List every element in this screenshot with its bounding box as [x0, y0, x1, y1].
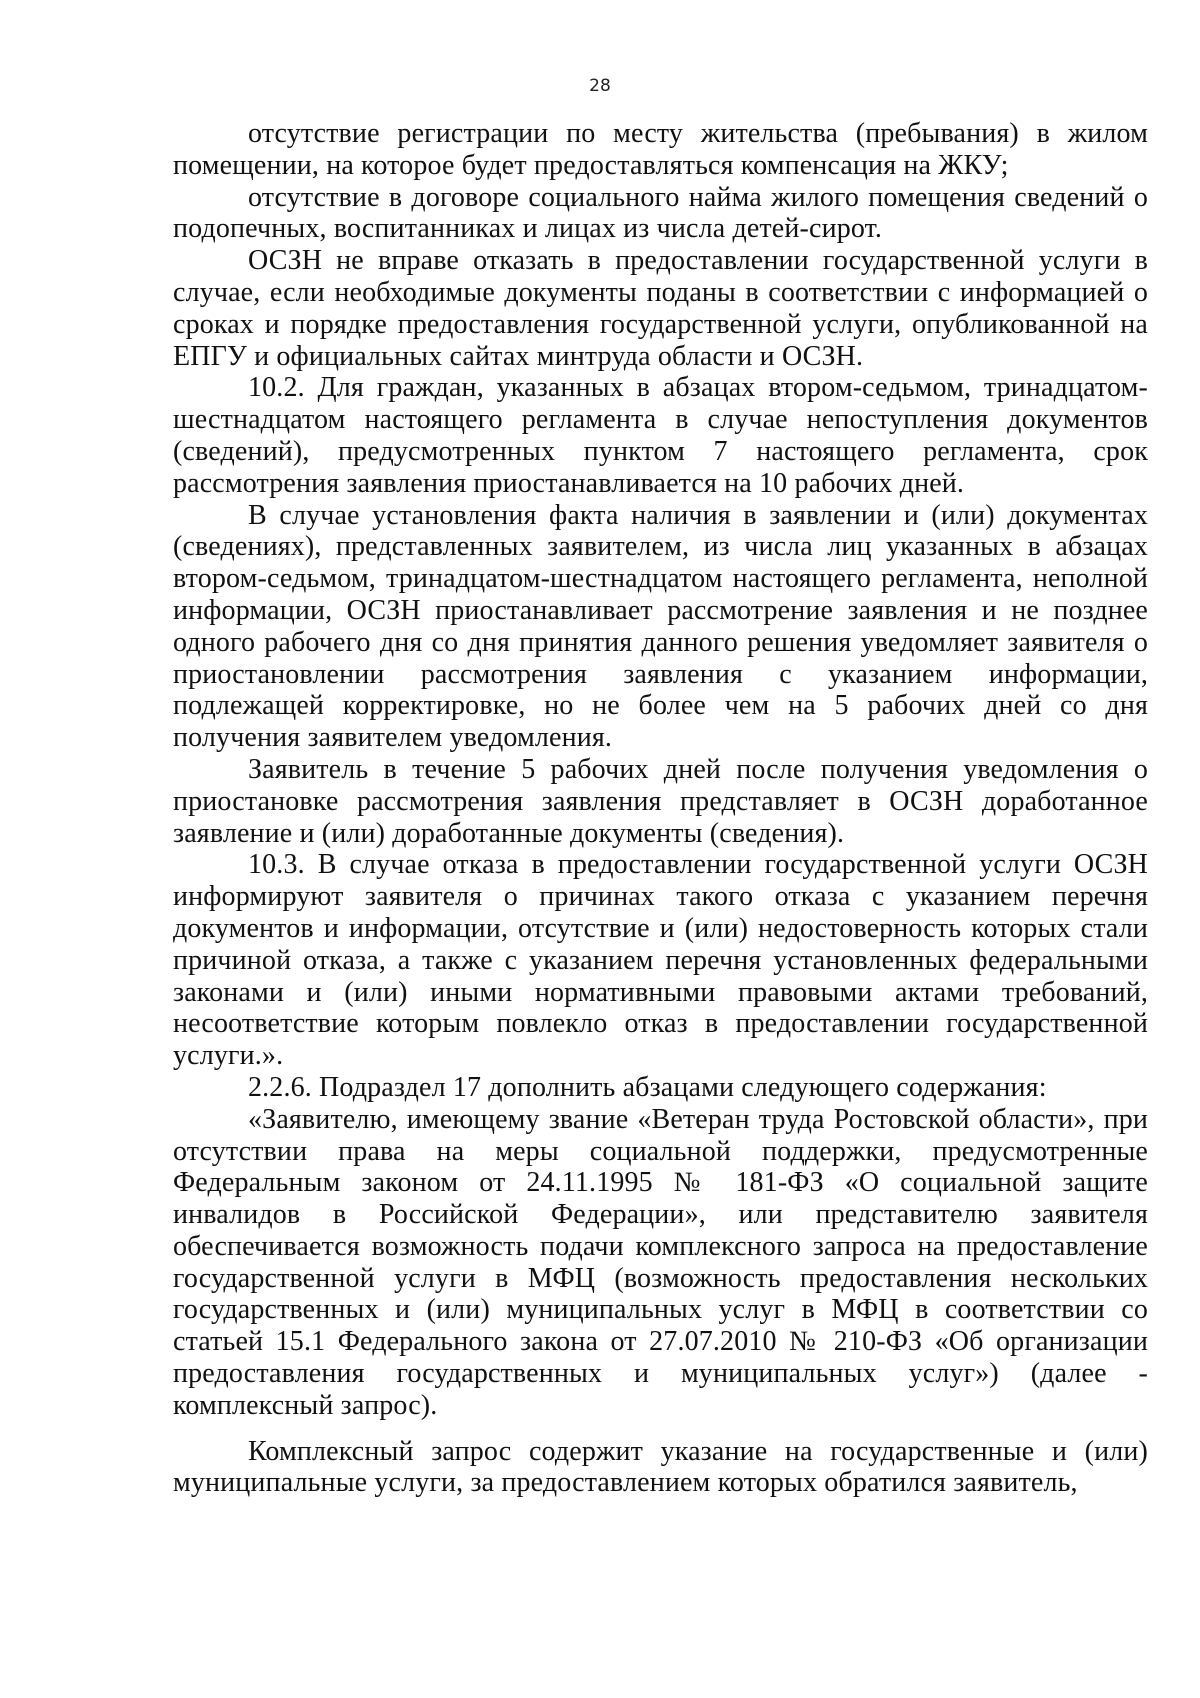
- paragraph-no-registration: отсутствие регистрации по месту жительства (пребывания) в жилом помещении, на которое будет предоставляться компенсация на ЖКУ;: [173, 118, 1148, 181]
- paragraph-2-2-6: 2.2.6. Подраздел 17 дополнить абзацами следующего содержания:: [248, 1071, 1047, 1103]
- paragraph-osszn-may-not-refuse: ОСЗН не вправе отказать в предоставлении государственной услуги в случае, если необходимые документы поданы в соответствии с информацией о сроках и порядке предоставления государственной услуги, опубликованной на ЕПГУ и официальных сайтах минтруда области и ОСЗН.: [173, 245, 1148, 372]
- paragraph-10-2: 10.2. Для граждан, указанных в абзацах втором-седьмом, тринадцатом-шестнадцатом настоящего регламента в случае непоступления документов (сведений), предусмотренных пунктом 7 настоящего регламента, срок рассмотрения заявления приостанавливается на 10 рабочих дней.: [173, 372, 1148, 499]
- paragraph-10-3: 10.3. В случае отказа в предоставлении государственной услуги ОСЗН информируют заявителя о причинах такого отказа с указанием перечня документов и информации, отсутствие и (или) недостоверность которых стали причиной отказа, а также с указанием перечня установленных федеральными законами и (или) иными нормативными правовыми актами требований, несоответствие которым повлекло отказ в предоставлении государственной услуги.».: [173, 849, 1148, 1072]
- page-number: 28: [589, 76, 611, 96]
- paragraph-complex-request: «Заявителю, имеющему звание «Ветеран труда Ростовской области», при отсутствии права на меры социальной поддержки, предусмотренные Федеральным законом от 24.11.1995 № 181-ФЗ «О социальной защите инвалидов в Российской Федерации», или представителю заявителя обеспечивается возможность подачи комплексного запроса на предоставление государственной услуги в МФЦ (возможность предоставления нескольких государственных и (или) муниципальных услуг в МФЦ в соответствии со статьей 15.1 Федерального закона от 27.07.2010 № 210-ФЗ «Об организации предоставления государственных и муниципальных услуг») (далее - комплексный запрос).: [173, 1103, 1148, 1421]
- paragraph-complex-request-contents: Комплексный запрос содержит указание на государственные и (или) муниципальные услуги, за предоставлением которых обратился заявитель,: [173, 1435, 1148, 1499]
- paragraph-incomplete-information: В случае установления факта наличия в заявлении и (или) документах (сведениях), представленных заявителем, из числа лиц указанных в абзацах втором-седьмом, тринадцатом-шестнадцатом настоящего регламента, неполной информации, ОСЗН приостанавливает рассмотрение заявления и не позднее одного рабочего дня со дня принятия данного решения уведомляет заявителя о приостановлении рассмотрения заявления с указанием информации, подлежащей корректировке, но не более чем на 5 рабочих дней со дня получения заявителем уведомления.: [173, 499, 1148, 754]
- document-body: [173, 118, 1148, 1499]
- paragraph-applicant-resubmits: Заявитель в течение 5 рабочих дней после получения уведомления о приостановке рассмотрения заявления представляет в ОСЗН доработанное заявление и (или) доработанные документы (сведения).: [173, 753, 1148, 849]
- paragraph-no-wards-info: отсутствие в договоре социального найма жилого помещения сведений о подопечных, воспитанниках и лицах из числа детей-сирот.: [173, 181, 1148, 245]
